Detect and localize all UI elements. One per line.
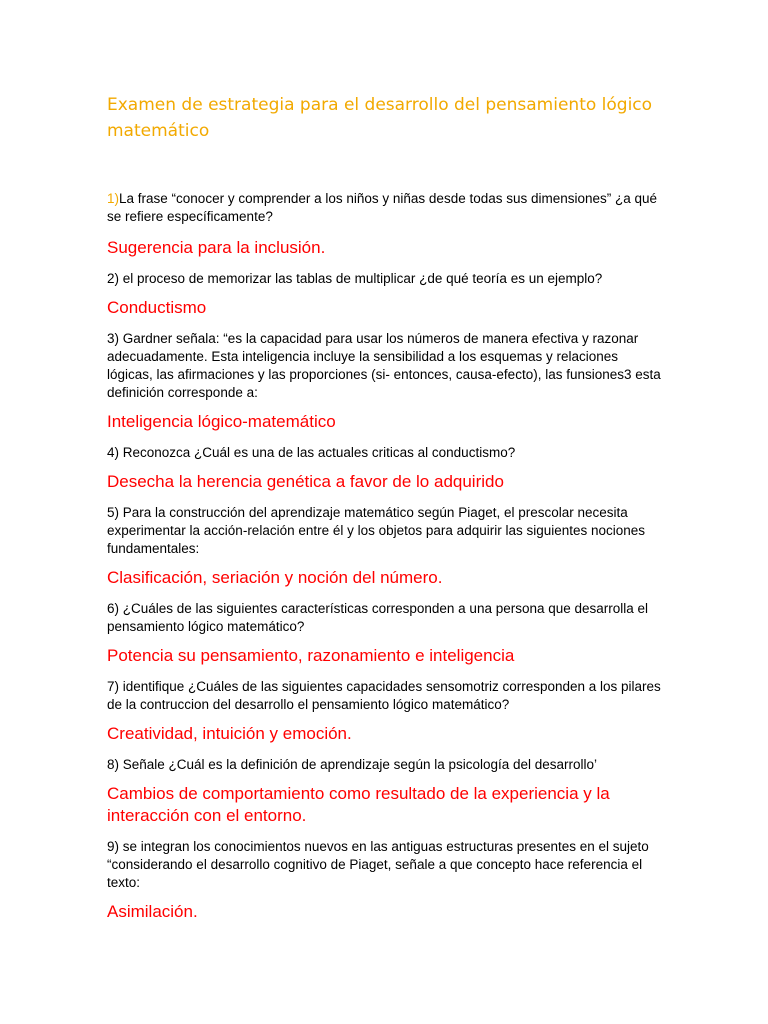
question-6: 6) ¿Cuáles de las siguientes características corresponden a una persona que desarrolla el pensamiento lógico matemático? — [107, 601, 649, 634]
answer-3: Inteligencia lógico-matemático — [107, 412, 336, 431]
answer-2: Conductismo — [107, 298, 207, 317]
question-8: 8) Señale ¿Cuál es la definición de aprendizaje según la psicología del desarrollo’ — [107, 757, 598, 772]
answer-1: Sugerencia para la inclusión. — [107, 238, 326, 257]
question-list — [107, 190, 667, 934]
answer-9: Asimilación. — [107, 902, 198, 921]
question-5: 5) Para la construcción del aprendizaje matemático según Piaget, el prescolar necesita experimentar la acción-relación entre él y los objetos para adquirir las siguientes nociones fundamentales: — [107, 505, 646, 556]
question-9: 9) se integran los conocimientos nuevos en las antiguas estructuras presentes en el sujeto “considerando el desarrollo cognitivo de Piaget, señale a que concepto hace referencia el texto: — [107, 839, 649, 890]
answer-7: Creatividad, intuición y emoción. — [107, 724, 352, 743]
question-3: 3) Gardner señala: “es la capacidad para usar los números de manera efectiva y razonar adecuadamente. Esta inteligencia incluye la sensibilidad a los esquemas y relaciones lógicas, las afirmaciones y las proporciones (si- entonces, causa-efecto), las funsiones3 esta definición corresponde a: — [107, 331, 661, 400]
document-title: Examen de estrategia para el desarrollo del pensamiento lógico matemático — [107, 95, 653, 141]
question-1 — [107, 190, 667, 226]
question-7: 7) identifique ¿Cuáles de las siguientes capacidades sensomotriz corresponden a los pilares de la contruccion del desarrollo el pensamiento lógico matemático? — [107, 679, 661, 712]
question-1-number: 1) — [107, 191, 120, 206]
answer-4: Desecha la herencia genética a favor de lo adquirido — [107, 472, 504, 491]
answer-8: Cambios de comportamiento como resultado de la experiencia y la interacción con el entorno. — [107, 784, 610, 825]
question-1-text: La frase “conocer y comprender a los niños y niñas desde todas sus dimensiones” ¿a qué se refiere específicamente? — [107, 191, 658, 224]
question-4: 4) Reconozca ¿Cuál es una de las actuales criticas al conductismo? — [107, 445, 516, 460]
answer-6: Potencia su pensamiento, razonamiento e inteligencia — [107, 646, 515, 665]
question-2: 2) el proceso de memorizar las tablas de multiplicar ¿de qué teoría es un ejemplo? — [107, 271, 603, 286]
answer-5: Clasificación, seriación y noción del número. — [107, 568, 443, 587]
